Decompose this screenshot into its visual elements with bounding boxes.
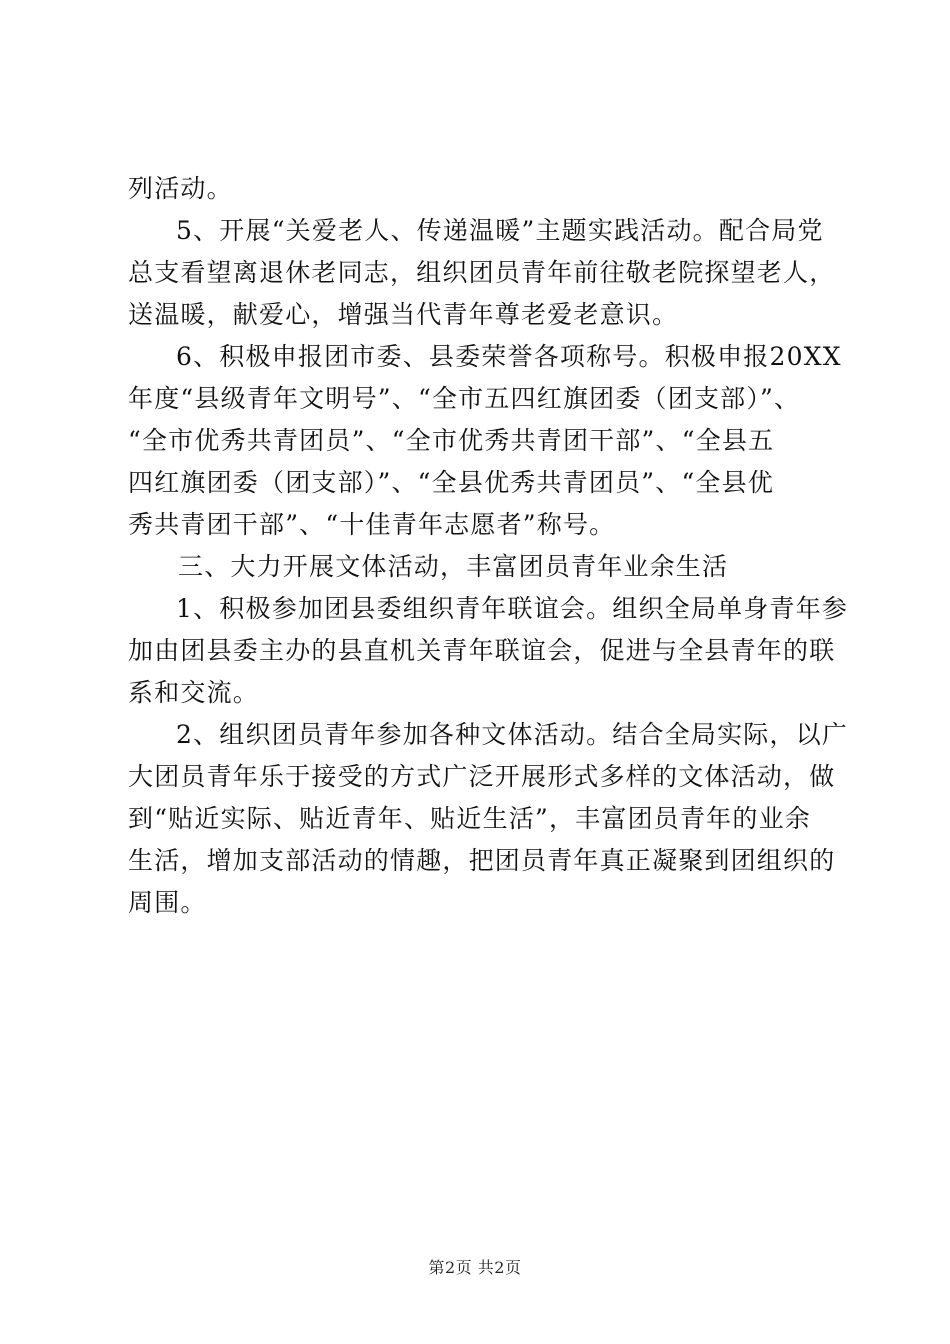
paragraph-item-6-line-1: 6、积极申报团市委、县委荣誉各项称号。积极申报20XX bbox=[176, 342, 842, 371]
text-line: 总支看望离退休老同志，组织团员青年前往敬老院探望老人， bbox=[128, 258, 836, 287]
text-line: 生活，增加支部活动的情趣，把团员青年真正凝聚到团组织的 bbox=[128, 846, 836, 875]
paragraph-item-1-line-1: 1、积极参加团县委组织青年联谊会。组织全局单身青年参 bbox=[176, 594, 849, 623]
text-line: “全市优秀共青团员”、“全市优秀共青团干部”、“全县五 bbox=[128, 426, 775, 455]
text-line: 年度“县级青年文明号”、“全市五四红旗团委（团支部）”、 bbox=[128, 384, 801, 413]
page-number-footer: 第2页 共2页 bbox=[428, 1258, 522, 1277]
section-heading: 三、大力开展文体活动，丰富团员青年业余生活 bbox=[178, 552, 729, 581]
text-line: 周围。 bbox=[128, 888, 207, 917]
text-line: 秀共青团干部”、“十佳青年志愿者”称号。 bbox=[128, 510, 616, 539]
text-line: 到“贴近实际、贴近青年、贴近生活”，丰富团员青年的业余 bbox=[128, 804, 811, 833]
text-line: 加由团县委主办的县直机关青年联谊会，促进与全县青年的联 bbox=[128, 636, 836, 665]
text-line: 四红旗团委（团支部）”、“全县优秀共青团员”、“全县优 bbox=[128, 468, 775, 497]
text-line: 送温暖，献爱心，增强当代青年尊老爱老意识。 bbox=[128, 300, 679, 329]
paragraph-item-5-line-1: 5、开展“关爱老人、传递温暖”主题实践活动。配合局党 bbox=[176, 216, 824, 245]
paragraph-item-2-line-1: 2、组织团员青年参加各种文体活动。结合全局实际，以广 bbox=[176, 720, 849, 749]
text-line: 系和交流。 bbox=[128, 678, 260, 707]
document-body bbox=[128, 168, 849, 924]
text-line: 大团员青年乐于接受的方式广泛开展形式多样的文体活动，做 bbox=[128, 762, 836, 791]
text-line: 列活动。 bbox=[128, 174, 233, 203]
